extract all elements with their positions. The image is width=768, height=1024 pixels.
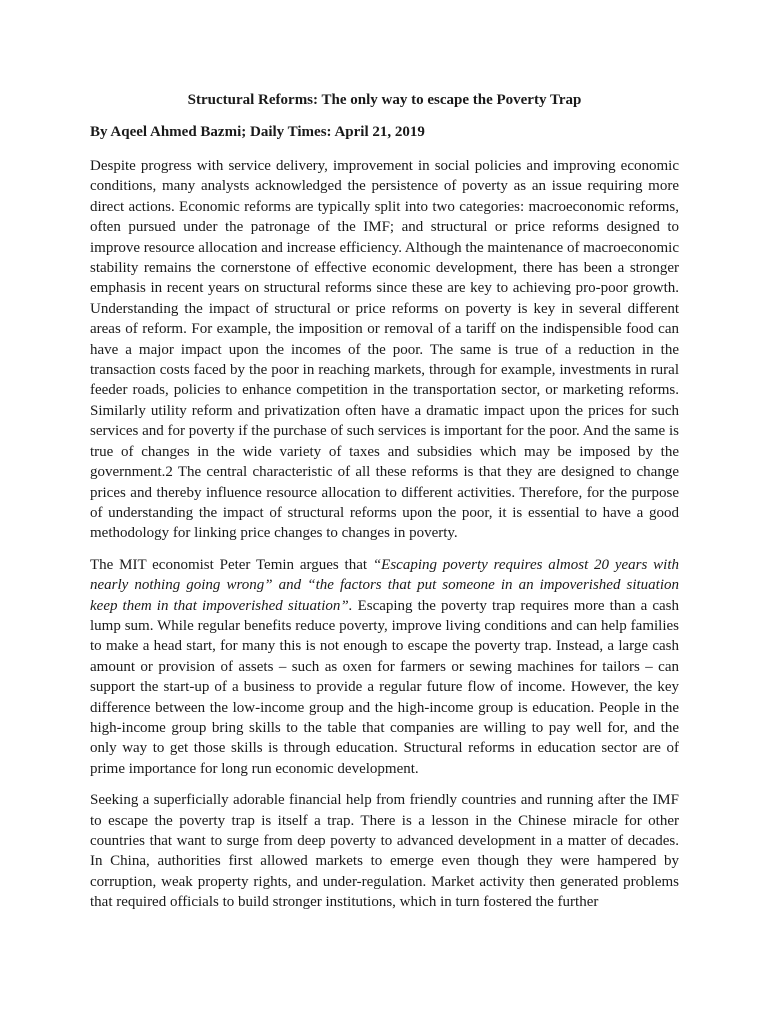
document-title: Structural Reforms: The only way to escape the Poverty Trap: [187, 92, 582, 108]
paragraph-1: Despite progress with service delivery, improvement in social policies and improving economic conditions, many analysts acknowledged the persistence of poverty as an issue requiring more direct actions. Economic reforms are typically split into two categories: macroeconomic reforms, often pursued under the patronage of the IMF; and structural or price reforms designed to improve resource allocation and increase efficiency. Although the maintenance of macroeconomic stability remains the cornerstone of effective economic development, there has been a stronger emphasis in recent years on structural reforms since these are key to achieving pro-poor growth. Understanding the impact of structural or price reforms on poverty is key in several different areas of reform. For example, the imposition or removal of a tariff on the indispensible food can have a major impact upon the incomes of the poor. The same is true of a reduction in the transaction costs faced by the poor in reaching markets, through for example, investments in rural feeder roads, policies to enhance competition in the transportation sector, or marketing reforms. Similarly utility reform and privatization often have a dramatic impact upon the prices for such services and for poverty if the purchase of such services is important for the poor. And the same is true of changes in the wide variety of taxes and subsidies which may be imposed by the government.2 The central characteristic of all these reforms is that they are designed to change prices and thereby influence resource allocation to different activities. Therefore, for the purpose of understanding the impact of structural reforms upon the poor, it is essential to have a good methodology for linking price changes to changes in poverty.: [90, 158, 679, 542]
paragraph-2-quote-1: “Escaping poverty requires almost 20 years with nearly nothing going wrong”: [90, 556, 679, 594]
document-byline: By Aqeel Ahmed Bazmi; Daily Times: April 21, 2019: [90, 124, 425, 140]
paragraph-2-rest: Escaping the poverty trap requires more than a cash lump sum. While regular benefits reduce poverty, improve living conditions and can help families to make a head start, for many this is not enough to escape the poverty trap. Instead, a large cash amount or provision of assets – such as oxen for farmers or sewing machines for tailors – can support the start-up of a business to provide a regular future flow of income. However, the key difference between the low-income group and the high-income group is education. People in the high-income group bring skills to the table that companies are willing to pay well for, and the only way to get those skills is through education. Structural reforms in education sector are of prime importance for long run economic development.: [90, 597, 679, 777]
paragraph-2-intro: The MIT economist Peter Temin argues that: [90, 556, 373, 573]
paragraph-2-quote-2: “the factors that put someone in an impoverished situation keep them in that impoverished situation”.: [90, 577, 680, 614]
document-page: [90, 90, 679, 924]
paragraph-2-and: and: [272, 577, 308, 594]
paragraph-2: [90, 555, 679, 779]
paragraph-3: Seeking a superficially adorable financial help from friendly countries and running after the IMF to escape the poverty trap is itself a trap. There is a lesson in the Chinese miracle for other countries that want to surge from deep poverty to advanced development in a matter of decades. In China, authorities first allowed markets to emerge even though they were hampered by corruption, weak property rights, and under-regulation. Market activity then generated problems that required officials to build stronger institutions, which in turn fostered the further: [90, 792, 679, 911]
